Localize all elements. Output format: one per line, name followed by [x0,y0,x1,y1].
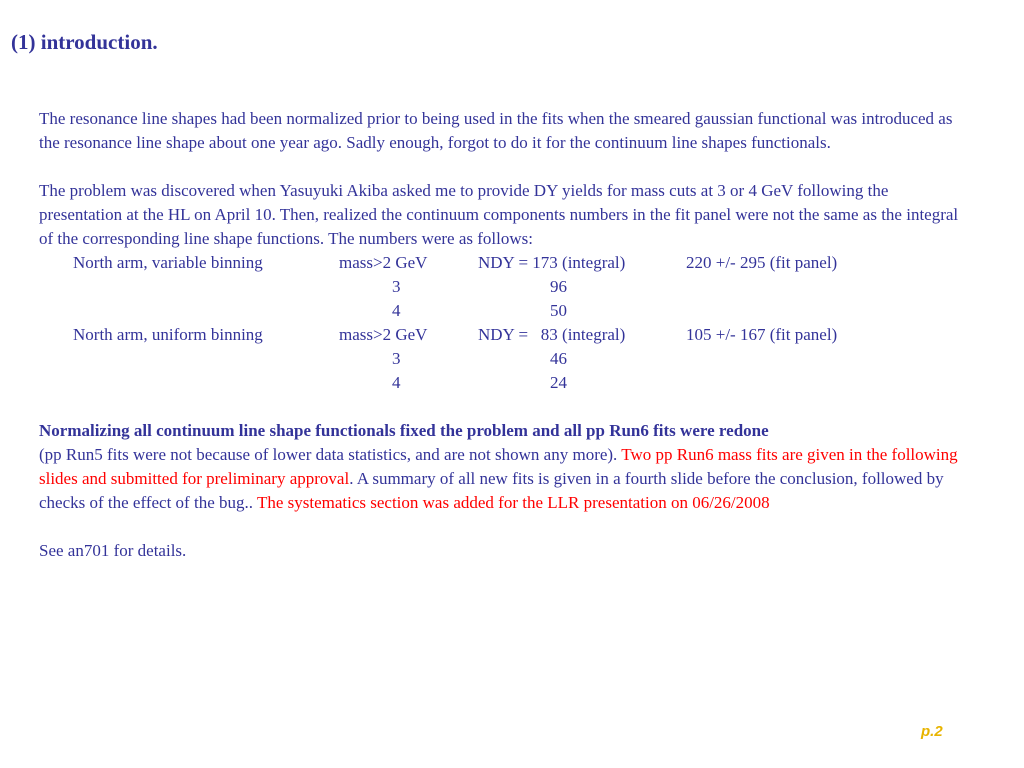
spacer [39,155,969,179]
table-row [39,275,969,299]
binning-label: North arm, uniform binning [73,325,263,344]
fit-panel-value: 105 +/- 167 (fit panel) [686,325,838,344]
fix-statement: Normalizing all continuum line shape functionals fixed the problem and all pp Run6 fits were redone [39,421,769,440]
highlight-systematics: The systematics section was added for the LLR presentation on 06/26/2008 [256,493,770,512]
ndy-integral: NDY = 173 (integral) [478,253,626,272]
fit-panel-value: 220 +/- 295 (fit panel) [686,253,838,272]
ndy-value: 96 [550,277,567,296]
table-row-uniform [39,323,969,347]
paragraph-fix [39,419,969,515]
summary-note: . A summary of all new fits is given in a fourth slide before the conclusion, followed by checks of the effect of the bug.. [39,469,944,512]
mass-cut: mass>2 GeV [339,325,428,344]
paragraph-problem: The problem was discovered when Yasuyuki Akiba asked me to provide DY yields for mass cuts at 3 or 4 GeV following the presentation at the HL on April 10. Then, realized the continuum components numbers in the fit panel were not the same as the integral of the corresponding line shape functions. The numbers were as follows: [39,181,959,248]
ndy-value: 46 [550,349,567,368]
table-row [39,347,969,371]
spacer [39,515,969,539]
slide-title: (1) introduction. [11,30,158,54]
table-row-variable [39,251,969,275]
mass-cut: 3 [392,277,401,296]
slide-body [39,107,969,563]
table-row [39,371,969,395]
run5-note: (pp Run5 fits were not because of lower data statistics, and are not shown any more). [39,445,622,464]
highlight-run6-fits: Two pp Run6 mass fits are given in the following slides and submitted for preliminary approval [39,445,958,488]
paragraph-normalization: The resonance line shapes had been normalized prior to being used in the fits when the smeared gaussian functional was introduced as the resonance line shape about one year ago. Sadly enough, forgot to do it for the continuum line shapes functionals. [39,109,953,152]
binning-label: North arm, variable binning [73,253,263,272]
ndy-integral: NDY = 83 (integral) [478,325,626,344]
spacer [39,395,969,419]
page-number: p.2 [921,723,943,740]
mass-cut: mass>2 GeV [339,253,428,272]
mass-cut: 4 [392,301,401,320]
table-row [39,299,969,323]
paragraph-details: See an701 for details. [39,541,187,560]
ndy-value: 24 [550,373,567,392]
mass-cut: 3 [392,349,401,368]
mass-cut: 4 [392,373,401,392]
ndy-value: 50 [550,301,567,320]
